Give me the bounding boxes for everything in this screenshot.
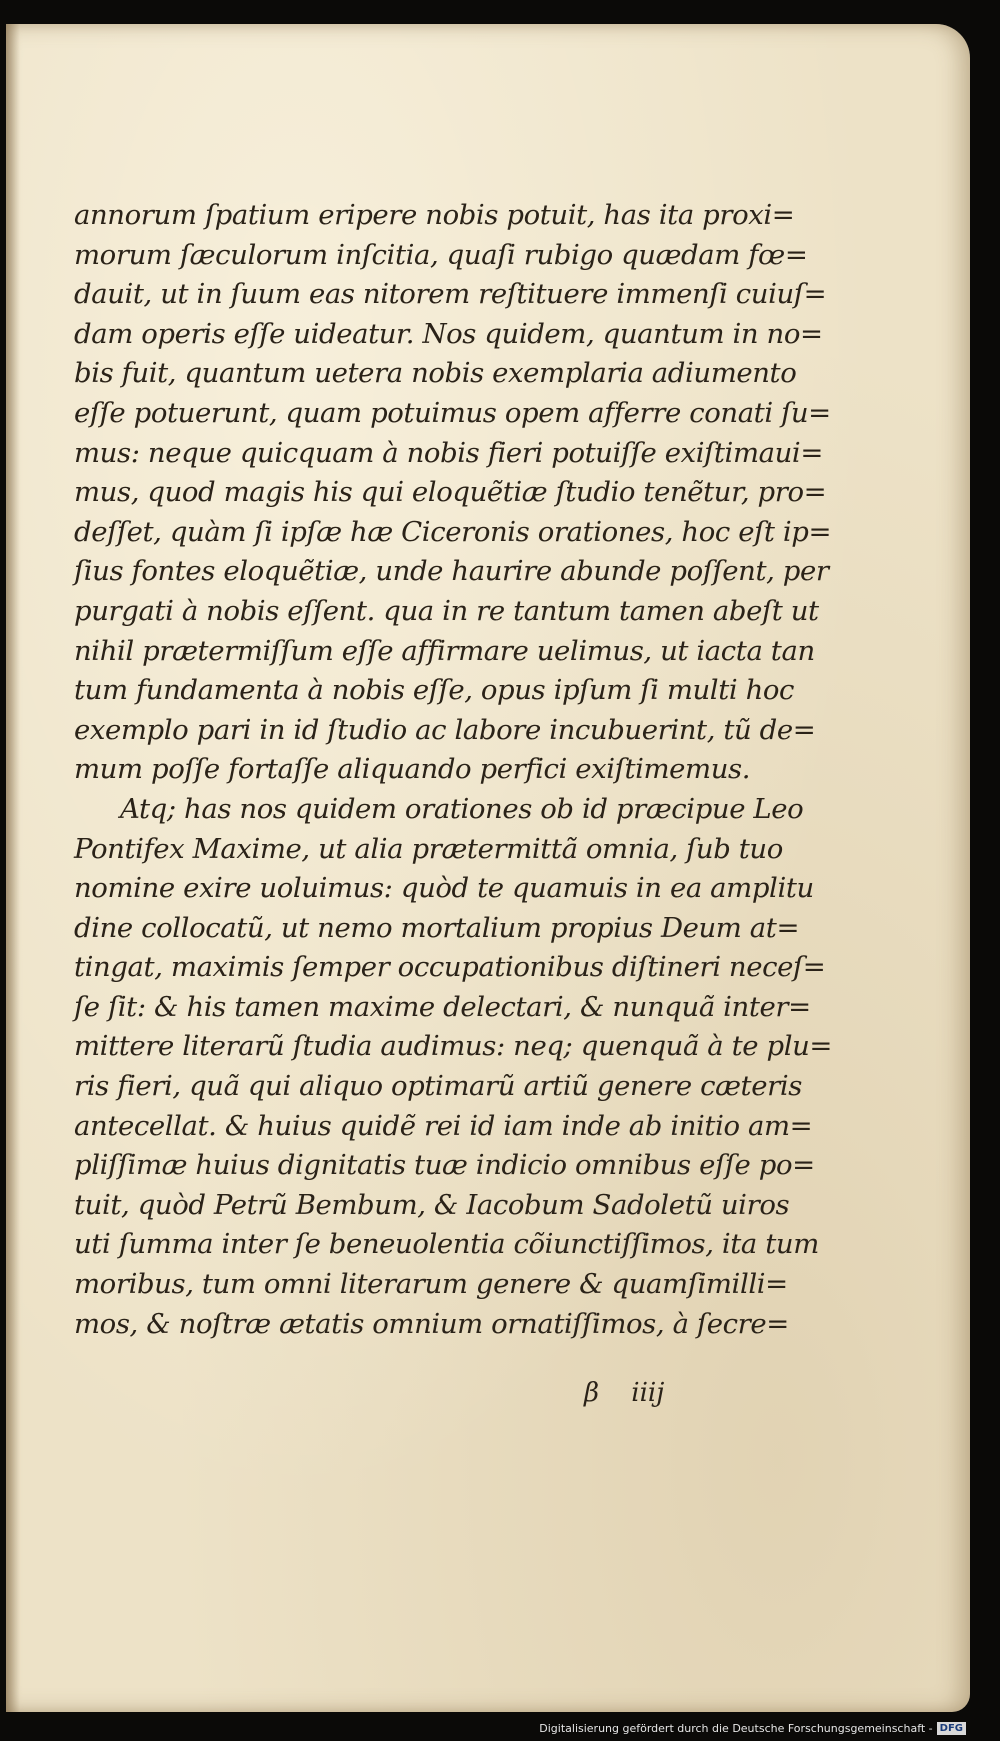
body-text: [74, 196, 833, 1344]
text-line: tingat, maximis ſemper occupationibus diſtineri neceſ=: [74, 951, 826, 984]
text-line: moribus, tum omni literarum genere & quamſimilli=: [74, 1268, 788, 1301]
text-line: mittere literarũ ſtudia audimus: neq; quenquã à te plu=: [74, 1030, 833, 1063]
digitization-credit: [539, 1722, 966, 1736]
text-line: annorum ſpatium eripere nobis potuit, has ita proxi=: [74, 199, 795, 231]
text-line: dam operis eſſe uideatur. Nos quidem, quantum in no=: [74, 317, 823, 350]
text-line: Pontifex Maxime, ut alia prætermittã omnia, ſub tuo: [74, 832, 783, 865]
text-line: mus: neque quicquam à nobis fieri potuiſſe exiſtimaui=: [74, 436, 823, 469]
text-line: antecellat. & huius quidẽ rei id iam inde ab initio am=: [74, 1109, 813, 1142]
text-line: dauit, ut in ſuum eas nitorem reſtituere immenſi cuiuſ=: [74, 278, 827, 311]
text-line: tuit, quòd Petrũ Bembum, & Iacobum Sadoletũ uiros: [74, 1188, 790, 1221]
text-line: purgati à nobis eſſent. qua in re tantum tamen abeſt ut: [74, 594, 819, 627]
text-line: bis fuit, quantum uetera nobis exemplaria adiumento: [74, 357, 797, 390]
signature-mark: β iiij: [584, 1378, 665, 1408]
text-line: mus, quod magis his qui eloquẽtiæ ſtudio tenẽtur, pro=: [74, 476, 827, 509]
text-line: exemplo pari in id ſtudio ac labore incubuerint, tũ de=: [74, 713, 816, 746]
text-line: uti ſumma inter ſe beneuolentia cõiunctiſſimos, ita tum: [74, 1228, 819, 1261]
text-line: nomine exire uoluimus: quòd te quamuis in ea amplitu: [74, 872, 814, 905]
text-line: ſius fontes eloquẽtiæ, unde haurire abunde poſſent, per: [74, 555, 829, 588]
text-line: ris fieri, quã qui aliquo optimarũ artiũ genere cæteris: [74, 1070, 802, 1103]
text-line: dine collocatũ, ut nemo mortalium propius Deum at=: [74, 911, 800, 944]
text-line: ſe ſit: & his tamen maxime delectari, & nunquã inter=: [74, 990, 811, 1023]
paragraph-start-line: Atq; has nos quidem orationes ob id præcipue Leo: [120, 792, 804, 825]
text-line: pliſſimæ huius dignitatis tuæ indicio omnibus eſſe po=: [74, 1149, 815, 1182]
text-line: deſſet, quàm ſi ipſæ hæ Ciceronis orationes, hoc eſt ip=: [74, 515, 832, 548]
text-line: mum poſſe fortaſſe aliquando perfici exiſtimemus.: [74, 753, 751, 786]
dfg-logo: DFG: [937, 1722, 966, 1735]
scan-edge: [970, 0, 1000, 1741]
text-line: tum fundamenta à nobis eſſe, opus ipſum ſi multi hoc: [74, 674, 795, 707]
text-line: morum ſæculorum inſcitia, quaſi rubigo quædam fœ=: [74, 238, 808, 271]
text-line: nihil prætermiſſum eſſe affirmare uelimus, ut iacta tan: [74, 634, 815, 667]
credit-text: Digitalisierung gefördert durch die Deutsche Forschungsgemeinschaft -: [539, 1721, 933, 1735]
text-line: mos, & noſtræ ætatis omnium ornatiſſimos, à ſecre=: [74, 1307, 789, 1340]
text-line: eſſe potuerunt, quam potuimus opem afferre conati ſu=: [74, 396, 831, 429]
book-page: [6, 24, 970, 1712]
